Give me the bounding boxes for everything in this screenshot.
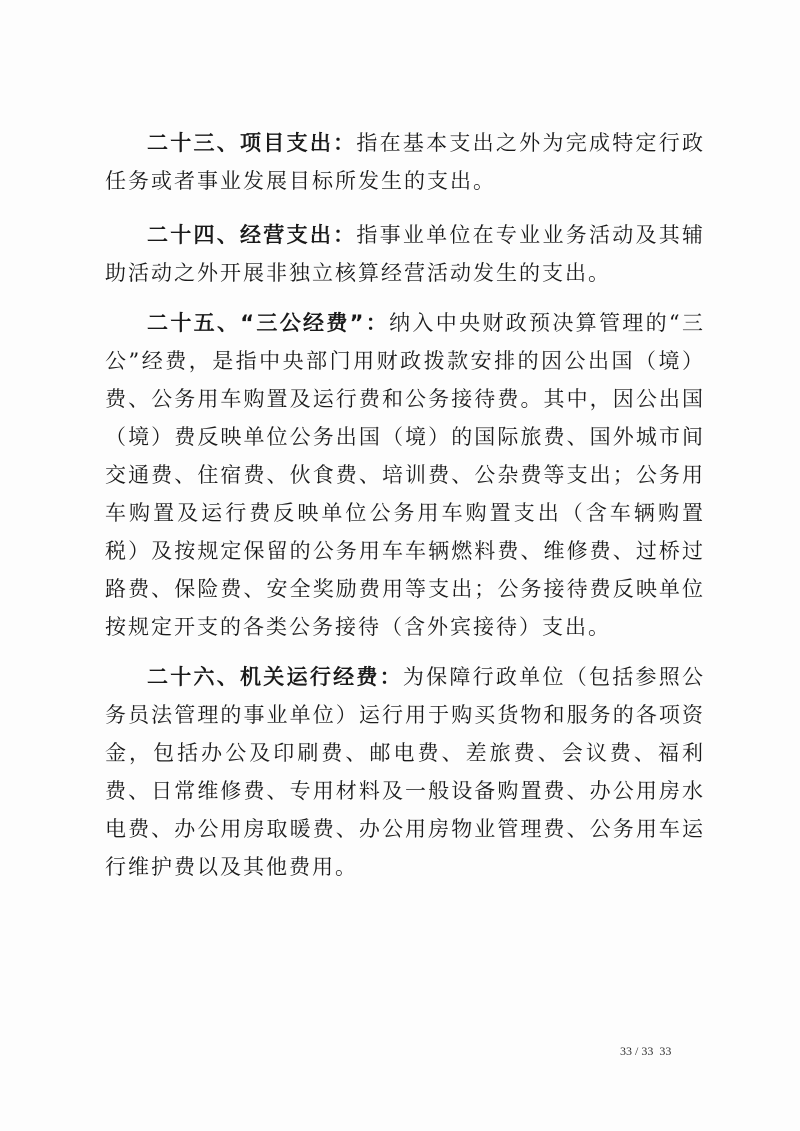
paragraph-project-expenditure: [105, 124, 705, 200]
term-three-public-expenses: 二十五、“三公经费”：: [147, 311, 390, 335]
term-operating-expenditure: 二十四、经营支出：: [147, 223, 357, 247]
definition-project-expenditure: 指在基本支出之外为完成特定行政任务或者事业发展目标所发生的支出。: [105, 131, 706, 193]
page-label: 33 / 33: [620, 1044, 654, 1058]
term-agency-operating-funds: 二十六、机关运行经费：: [147, 665, 403, 689]
term-project-expenditure: 二十三、项目支出：: [147, 131, 357, 155]
definition-three-public-expenses: 纳入中央财政预决算管理的“三公”经费，是指中央部门用财政拨款安排的因公出国（境）费、公务用车购置及运行费和公务接待费。其中，因公出国（境）费反映单位公务出国（境）的国际旅费、国外城市间交通费、住宿费、伙食费、培训费、公杂费等支出；公务用车购置及运行费反映单位公务用车购置支出（含车辆购置税）及按规定保留的公务用车车辆燃料费、维修费、过桥过路费、保险费、安全奖励费用等支出；公务接待费反映单位按规定开支的各类公务接待（含外宾接待）支出。: [105, 311, 705, 639]
page-footer: [620, 1044, 677, 1059]
paragraph-agency-operating-funds: [105, 658, 705, 886]
paragraph-operating-expenditure: [105, 216, 705, 292]
definition-agency-operating-funds: 为保障行政单位（包括参照公务员法管理的事业单位）运行用于购买货物和服务的各项资金，包括办公及印刷费、邮电费、差旅费、会议费、福利费、日常维修费、专用材料及一般设备购置费、办公用房水电费、办公用房取暖费、办公用房物业管理费、公务用车运行维护费以及其他费用。: [105, 665, 706, 879]
definition-operating-expenditure: 指事业单位在专业业务活动及其辅助活动之外开展非独立核算经营活动发生的支出。: [105, 223, 706, 285]
page-number: 33: [659, 1044, 672, 1058]
document-body: [105, 124, 705, 886]
paragraph-three-public-expenses: [105, 304, 705, 646]
